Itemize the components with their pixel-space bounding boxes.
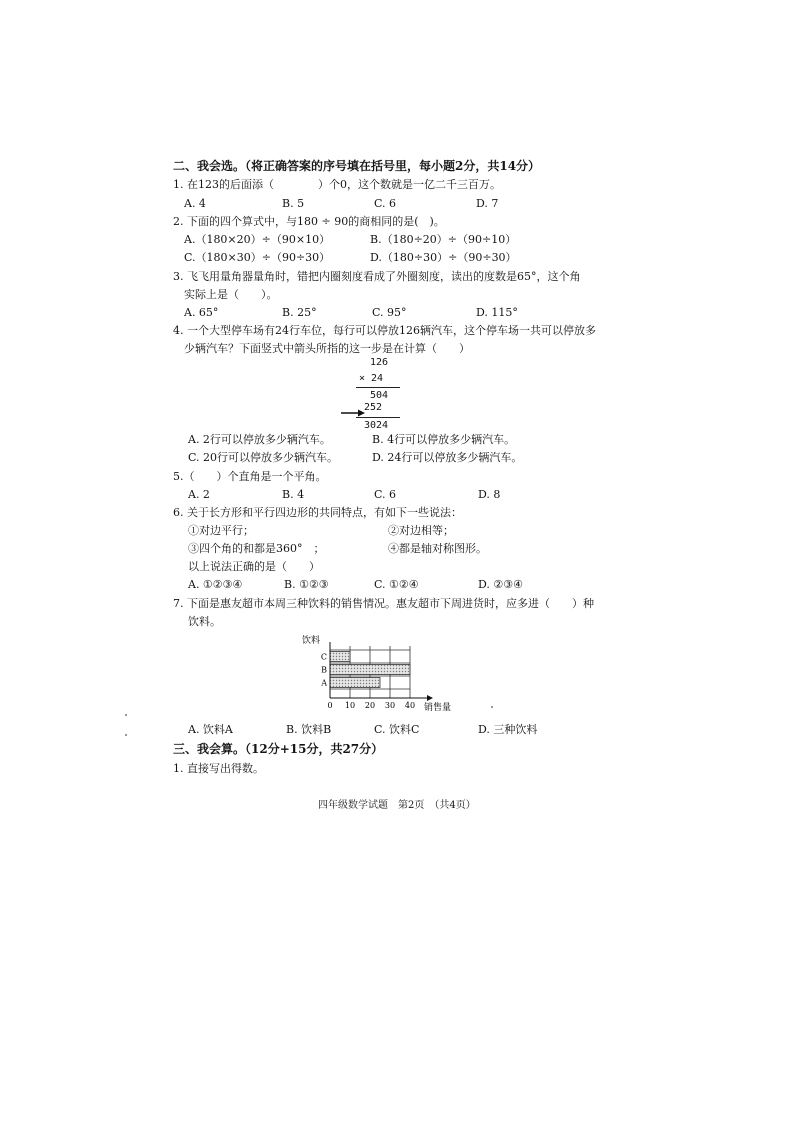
q6-option-a: A. ①②③④ — [188, 578, 243, 591]
x-tick-label: 30 — [384, 701, 396, 710]
q6-statement-3: ③四个角的和都是360° ； — [188, 542, 325, 555]
q7-stem-line1: 7. 下面是惠友超市本周三种饮料的销售情况。惠友超市下周进货时，应多进（ ）种 — [173, 597, 594, 610]
section-2-heading: 二、我会选。（将正确答案的序号填在括号里，每小题2分，共14分） — [173, 159, 541, 173]
page-footer: 四年级数学试题 第2页 （共4页） — [318, 800, 476, 811]
scan-speck — [491, 706, 493, 708]
x-tick-label: 20 — [364, 701, 376, 710]
q7-option-c: C. 饮料C — [374, 723, 420, 736]
x-tick-label: 0 — [327, 701, 333, 710]
calc-product: 3024 — [364, 420, 389, 431]
q4-stem-line1: 4. 一个大型停车场有24行车位，每行可以停放126辆汽车，这个停车场一共可以停放多 — [173, 324, 596, 337]
category-label-C: C — [320, 652, 327, 662]
q3-option-b: B. 25° — [282, 306, 317, 319]
q4-option-b: B. 4行可以停放多少辆汽车。 — [372, 433, 516, 446]
q2-option-d: D.（180÷30）÷（90÷30） — [370, 251, 517, 264]
chart-x-label: 销售量 — [424, 703, 452, 713]
chart-category-labels — [320, 653, 327, 688]
q7-option-a: A. 饮料A — [188, 723, 233, 736]
q5-option-a: A. 2 — [188, 488, 210, 501]
q2-option-a: A.（180×20）÷（90×10） — [184, 233, 331, 246]
q4-option-c: C. 20行可以停放多少辆汽车。 — [188, 451, 339, 464]
q6-statement-1: ①对边平行； — [188, 524, 254, 537]
q6-prompt: 以上说法正确的是（ ） — [188, 560, 320, 573]
q7-stem-line2: 饮料。 — [188, 615, 221, 628]
q4-option-a: A. 2行可以停放多少辆汽车。 — [188, 433, 331, 446]
calc-rule-1 — [356, 387, 400, 388]
q2-option-b: B.（180÷20）÷（90÷10） — [370, 233, 517, 246]
x-tick-label: 40 — [404, 701, 416, 710]
sales-bar-chart — [296, 628, 466, 718]
scan-speck — [125, 714, 127, 716]
scan-speck — [125, 734, 127, 736]
calc-multiplicand: 126 — [370, 357, 389, 368]
bar-A — [330, 678, 380, 688]
q3-stem-line2: 实际上是（ ）。 — [184, 288, 278, 301]
q6-statement-2: ②对边相等； — [388, 524, 454, 537]
q6-stem: 6. 关于长方形和平行四边形的共同特点，有如下一些说法： — [173, 506, 462, 519]
right-arrow-icon — [341, 403, 365, 422]
calc-rule-2 — [356, 417, 400, 418]
q2-stem: 2. 下面的四个算式中，与180 ÷ 90的商相同的是( )。 — [173, 215, 445, 228]
x-tick-label: 10 — [344, 701, 356, 710]
q5-stem: 5.（ ）个直角是一个平角。 — [173, 470, 327, 483]
q3-stem-line1: 3. 飞飞用量角器量角时，错把内圈刻度看成了外圈刻度，读出的度数是65°，这个角 — [173, 270, 581, 283]
q7-option-d: D. 三种饮料 — [478, 723, 538, 736]
calc-multiplier: × 24 — [359, 373, 384, 384]
bar-C — [330, 652, 350, 662]
q5-option-c: C. 6 — [374, 488, 397, 501]
q3-option-a: A. 65° — [184, 306, 219, 319]
x-axis-arrow — [427, 695, 433, 701]
bar-B — [330, 665, 410, 675]
q6-option-b: B. ①②③ — [284, 578, 329, 591]
calc-partial-2: 252 — [364, 402, 383, 413]
q2-option-c: C.（180×30）÷（90÷30） — [184, 251, 331, 264]
q1-option-c: C. 6 — [374, 197, 397, 210]
q1-option-a: A. 4 — [184, 197, 206, 210]
section-3-sub1: 1. 直接写出得数。 — [173, 762, 264, 775]
chart-y-label: 饮料 — [302, 636, 321, 646]
category-label-A: A — [321, 678, 327, 688]
q3-option-c: C. 95° — [372, 306, 407, 319]
chart-tick-labels — [327, 701, 415, 710]
calc-partial-1: 504 — [370, 390, 389, 401]
q6-option-d: D. ②③④ — [478, 578, 524, 591]
q1-stem: 1. 在123的后面添（ ）个0，这个数就是一亿二千三百万。 — [173, 178, 501, 191]
q4-option-d: D. 24行可以停放多少辆汽车。 — [372, 451, 523, 464]
q4-stem-line2: 少辆汽车？下面竖式中箭头所指的这一步是在计算（ ） — [184, 342, 470, 355]
q1-option-b: B. 5 — [282, 197, 305, 210]
category-label-B: B — [321, 665, 327, 675]
q1-option-d: D. 7 — [476, 197, 499, 210]
q3-option-d: D. 115° — [476, 306, 518, 319]
q5-option-b: B. 4 — [282, 488, 305, 501]
section-3-heading: 三、我会算。（12分+15分，共27分） — [173, 742, 384, 756]
q6-statement-4: ④都是轴对称图形。 — [388, 542, 487, 555]
q7-option-b: B. 饮料B — [286, 723, 332, 736]
q6-option-c: C. ①②④ — [374, 578, 419, 591]
q5-option-d: D. 8 — [478, 488, 501, 501]
